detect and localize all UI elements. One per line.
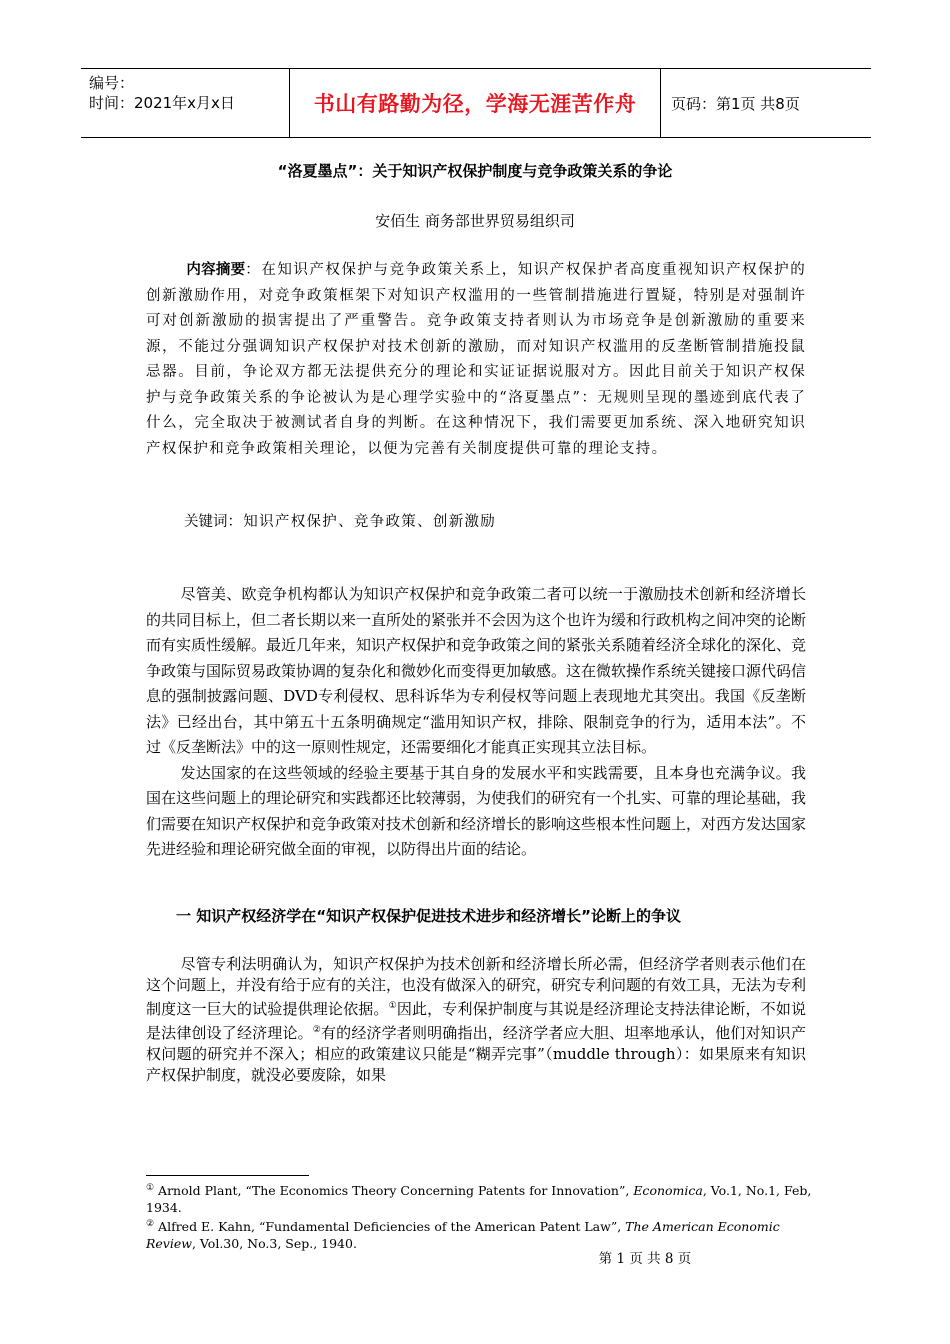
- header-motto: 书山有路勤为径，学海无涯苦作舟: [290, 69, 661, 137]
- keywords-text: ：知识产权保护、竞争政策、创新激励: [227, 514, 497, 530]
- header-table: [81, 68, 871, 138]
- page-number: 第 1 页 共 8 页: [598, 1251, 692, 1267]
- footnote-mark: ②: [146, 1219, 155, 1230]
- author-line: 安佰生 商务部世界贸易组织司: [375, 212, 575, 230]
- footnote-text: Arnold Plant, “The Economics Theory Concerning Patents for Innovation”,: [154, 1183, 634, 1199]
- section-text-3: 有的经济学者则明确指出，经济学者应大胆、坦率地承认，他们对知识产权问题的研究并不深入；相应的政策建议只能是“糊弄完事”（muddle through）：如果原来有知识产权保护制度，就没必要废除，如果: [146, 1024, 806, 1084]
- header-page-label: 页码：第1页 共8页: [671, 94, 800, 113]
- body-paragraph: 尽管美、欧竞争机构都认为知识产权保护和竞争政策二者可以统一于激励技术创新和经济增长的共同目标上，但二者长期以来一直所处的紧张并不会因为这个也许为缓和行政机构之间冲突的论断而有实质性缓解。最近几年来，知识产权保护和竞争政策之间的紧张关系随着经济全球化的深化、竞争政策与国际贸易政策协调的复杂化和微妙化而变得更加敏感。这在微软操作系统关键接口源代码信息的强制披露问题、DVD专利侵权、思科诉华为专利侵权等问题上表现地尤其突出。我国《反垄断法》已经出台，其中第五十五条明确规定“滥用知识产权，排除、限制竞争的行为，适用本法”。不过《反垄断法》中的这一原则性规定，还需要细化才能真正实现其立法目标。: [146, 585, 807, 756]
- footnote-divider: [146, 1175, 309, 1176]
- section-paragraph: [146, 954, 806, 1086]
- footnote-text: Alfred E. Kahn, “Fundamental Deficiencies of the American Patent Law”,: [154, 1219, 626, 1235]
- footnotes: [146, 1180, 816, 1252]
- doc-number-label: 编号：: [89, 74, 135, 92]
- footnote-journal: The American Economic Review: [146, 1219, 780, 1252]
- footnote-1: [146, 1180, 816, 1216]
- footnote-ref-2[interactable]: ②: [312, 1025, 321, 1035]
- footnote-ref-1[interactable]: ①: [388, 1001, 397, 1011]
- intro-body: [146, 582, 806, 863]
- body-paragraph: 发达国家的在这些领域的经验主要基于其自身的发展水平和实践需要，且本身也充满争议。我国在这些问题上的理论研究和实践都还比较薄弱，为使我们的研究有一个扎实、可靠的理论基础，我们需要在知识产权保护和竞争政策对技术创新和经济增长的影响这些根本性问题上，对西方发达国家先进经验和理论研究做全面的审视，以防得出片面的结论。: [146, 763, 807, 858]
- abstract-text: ：在知识产权保护与竞争政策关系上，知识产权保护者高度重视知识产权保护的创新激励作用，对竞争政策框架下对知识产权滥用的一些管制措施进行置疑，特别是对强制许可对创新激励的损害提出了严重警告。竞争政策支持者则认为市场竞争是创新激励的重要来源，不能过分强调知识产权保护对技术创新的激励，而对知识产权滥用的反垄断管制措施投鼠忌器。目前，争论双方都无法提供充分的理论和实证证据说服对方。因此目前关于知识产权保护与竞争政策关系的争论被认为是心理学实验中的“洛夏墨点”：无规则呈现的墨迹到底代表了什么，完全取决于被测试者自身的判断。在这种情况下，我们需要更加系统、深入地研究知识产权保护和竞争政策相关理论，以便为完善有关制度提供可靠的理论支持。: [146, 262, 807, 457]
- footnote-tail: , Vol.30, No.3, Sep., 1940.: [191, 1236, 357, 1252]
- document-title: “洛夏墨点”：关于知识产权保护制度与竞争政策关系的争论: [277, 162, 673, 180]
- doc-date-label: 时间：2021年x月x日: [89, 94, 235, 112]
- abstract-label: 内容摘要: [186, 262, 246, 278]
- abstract: [146, 258, 806, 462]
- footnote-journal: Economica: [633, 1183, 703, 1199]
- section-heading: 一 知识产权经济学在“知识产权保护促进技术进步和经济增长”论断上的争议: [176, 907, 681, 925]
- keywords: [184, 510, 496, 531]
- header-meta-cell: [81, 69, 290, 137]
- section-text-1: 尽管专利法明确认为，知识产权保护为技术创新和经济增长所必需，但经济学者则表示他们在这个问题上，并没有给于应有的关注，也没有做深入的研究，研究专利问题的有效工具，无法为专利制度这一巨大的试验提供理论依据。: [146, 955, 807, 1018]
- keywords-label: 关键词: [184, 514, 228, 530]
- section-text-2: 因此，专利保护制度与其说是经济理论支持法律论断，不如说是法律创设了经济理论。: [146, 1000, 806, 1042]
- footnote-mark: ①: [146, 1183, 155, 1193]
- section-body: [146, 954, 806, 1086]
- footnote-tail: , Vo.1, No.1, Feb, 1934.: [146, 1183, 812, 1216]
